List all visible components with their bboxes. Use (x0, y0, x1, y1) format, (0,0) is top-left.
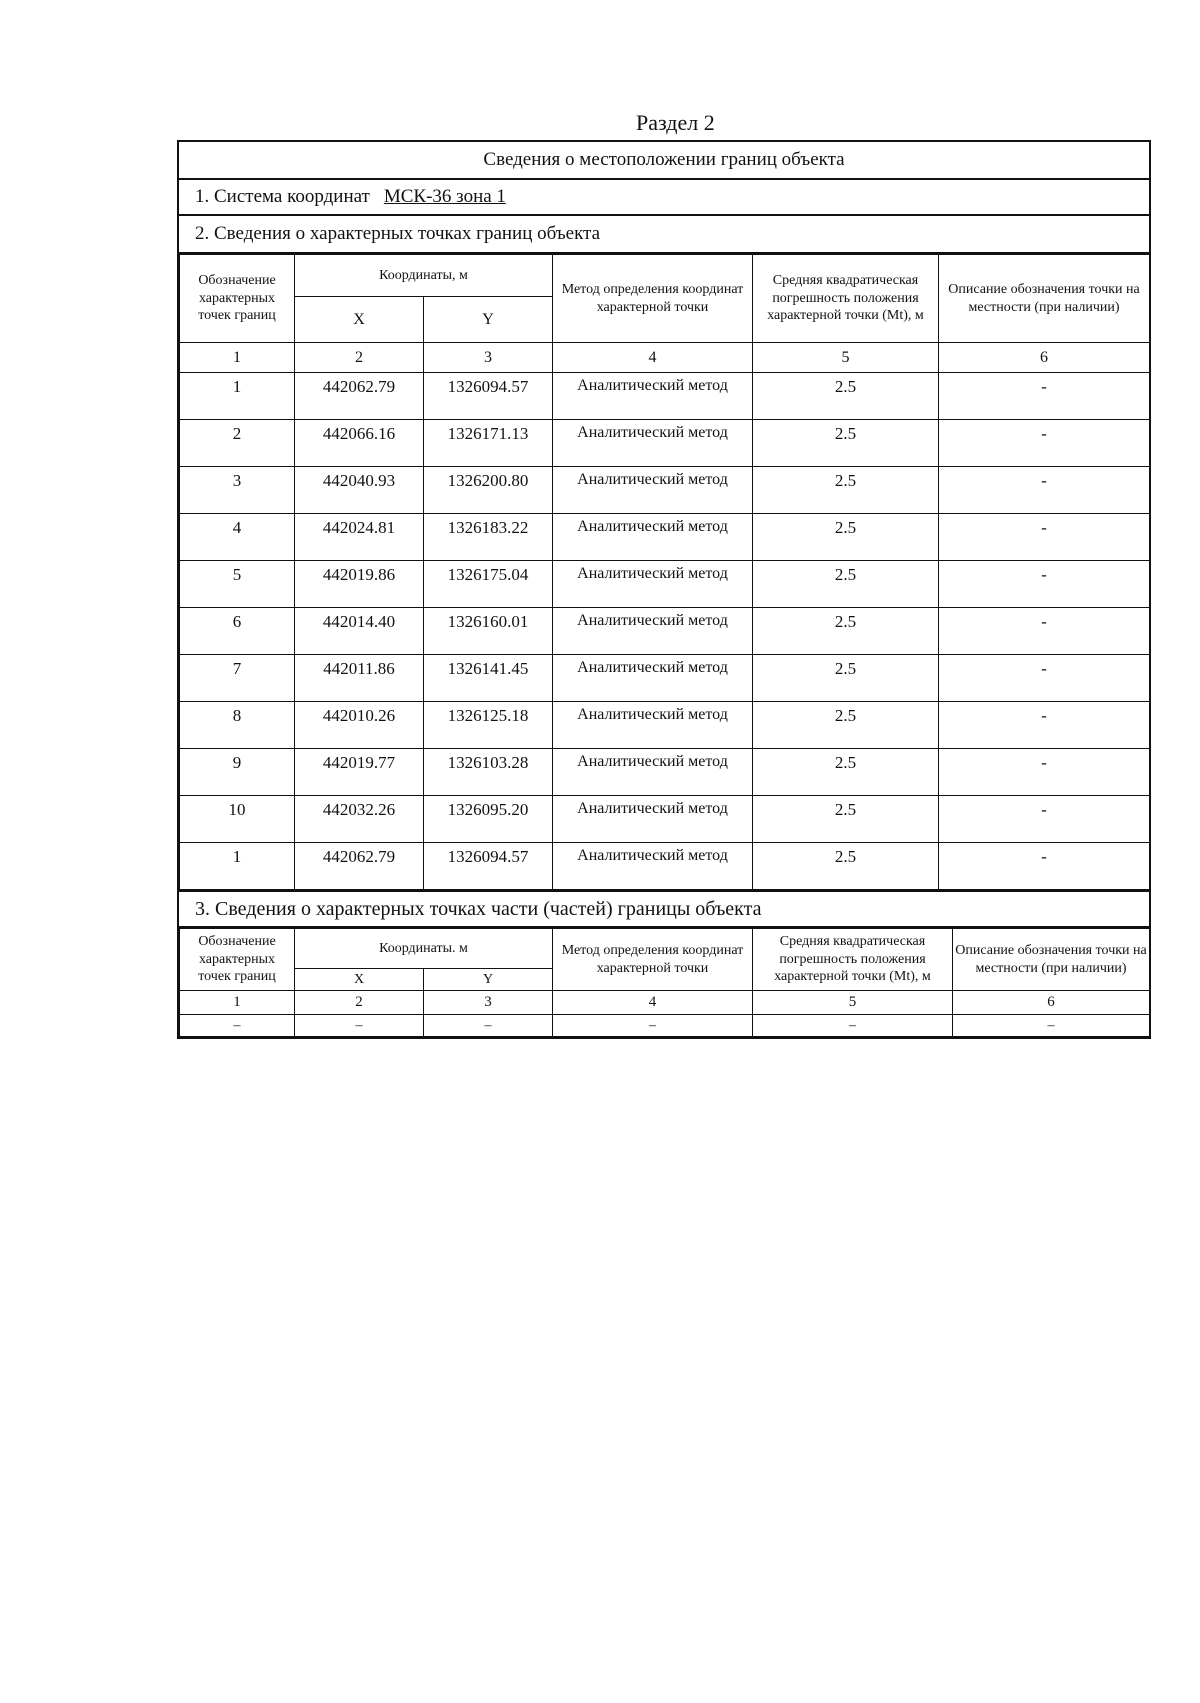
point-number-cell: 7 (180, 655, 295, 702)
desc-cell: - (939, 561, 1150, 608)
point-number-cell: 1 (180, 843, 295, 890)
col-number: 5 (753, 343, 939, 373)
x-coord-cell: 442062.79 (295, 373, 424, 420)
parts-section-title (179, 890, 1149, 928)
point-number-cell: 6 (180, 608, 295, 655)
desc-cell: - (939, 420, 1150, 467)
main-heading (179, 142, 1149, 180)
point-number-cell: 3 (180, 467, 295, 514)
parts-empty-cell: – (424, 1015, 553, 1037)
method-cell: Аналитический метод (553, 608, 753, 655)
col-number: 1 (180, 343, 295, 373)
col-number: 6 (939, 343, 1150, 373)
desc-cell: - (939, 608, 1150, 655)
table-row (180, 655, 1150, 702)
points-section-title-text: 2. Сведения о характерных точках границ объекта (195, 223, 601, 244)
desc-cell: - (939, 702, 1150, 749)
column-number-row (180, 343, 1150, 373)
mt-cell: 2.5 (753, 655, 939, 702)
y-coord-cell: 1326103.28 (424, 749, 553, 796)
col-header-x: X (295, 297, 424, 343)
point-number-cell: 9 (180, 749, 295, 796)
col-header-coords: Координаты, м (295, 255, 553, 297)
parts-empty-cell: – (753, 1015, 953, 1037)
mt-cell: 2.5 (753, 561, 939, 608)
point-number-cell: 8 (180, 702, 295, 749)
y-coord-cell: 1326183.22 (424, 514, 553, 561)
y-coord-cell: 1326094.57 (424, 373, 553, 420)
x-coord-cell: 442011.86 (295, 655, 424, 702)
desc-cell: - (939, 655, 1150, 702)
point-number-cell: 4 (180, 514, 295, 561)
desc-cell: - (939, 843, 1150, 890)
y-coord-cell: 1326175.04 (424, 561, 553, 608)
parts-col-header-x: X (295, 969, 424, 991)
table-row (180, 420, 1150, 467)
method-cell: Аналитический метод (553, 561, 753, 608)
x-coord-cell: 442010.26 (295, 702, 424, 749)
method-cell: Аналитический метод (553, 373, 753, 420)
y-coord-cell: 1326141.45 (424, 655, 553, 702)
mt-cell: 2.5 (753, 514, 939, 561)
parts-column-number-row (180, 991, 1150, 1015)
table-row (180, 561, 1150, 608)
desc-cell: - (939, 749, 1150, 796)
point-number-cell: 2 (180, 420, 295, 467)
desc-cell: - (939, 514, 1150, 561)
mt-cell: 2.5 (753, 843, 939, 890)
col-number: 4 (553, 343, 753, 373)
col-number: 2 (295, 343, 424, 373)
mt-cell: 2.5 (753, 420, 939, 467)
boundary-info-frame (177, 140, 1151, 1039)
table-row (180, 749, 1150, 796)
col-header-desc: Описание обозначения точки на местности (при наличии) (939, 255, 1150, 343)
x-coord-cell: 442062.79 (295, 843, 424, 890)
method-cell: Аналитический метод (553, 749, 753, 796)
parts-section-title-text: 3. Сведения о характерных точках части (частей) границы объекта (195, 897, 762, 920)
y-coord-cell: 1326125.18 (424, 702, 553, 749)
points-table (179, 254, 1150, 890)
method-cell: Аналитический метод (553, 843, 753, 890)
coord-system-value: МСК-36 зона 1 (383, 186, 506, 207)
y-coord-cell: 1326160.01 (424, 608, 553, 655)
x-coord-cell: 442014.40 (295, 608, 424, 655)
coord-system-label: 1. Система координат (195, 186, 370, 207)
parts-col-header-method: Метод определения координат характерной точки (553, 929, 753, 991)
parts-empty-cell: – (295, 1015, 424, 1037)
table-row (180, 843, 1150, 890)
x-coord-cell: 442019.77 (295, 749, 424, 796)
mt-cell: 2.5 (753, 608, 939, 655)
parts-empty-cell: – (953, 1015, 1150, 1037)
parts-col-header-y: Y (424, 969, 553, 991)
y-coord-cell: 1326095.20 (424, 796, 553, 843)
x-coord-cell: 442040.93 (295, 467, 424, 514)
method-cell: Аналитический метод (553, 467, 753, 514)
y-coord-cell: 1326171.13 (424, 420, 553, 467)
mt-cell: 2.5 (753, 467, 939, 514)
desc-cell: - (939, 796, 1150, 843)
parts-col-number: 4 (553, 991, 753, 1015)
mt-cell: 2.5 (753, 373, 939, 420)
mt-cell: 2.5 (753, 796, 939, 843)
col-header-point: Обозначение характерных точек границ (180, 255, 295, 343)
x-coord-cell: 442024.81 (295, 514, 424, 561)
parts-table (179, 928, 1150, 1037)
desc-cell: - (939, 373, 1150, 420)
x-coord-cell: 442066.16 (295, 420, 424, 467)
col-number: 3 (424, 343, 553, 373)
point-number-cell: 1 (180, 373, 295, 420)
y-coord-cell: 1326200.80 (424, 467, 553, 514)
col-header-y: Y (424, 297, 553, 343)
points-section-title (179, 216, 1149, 254)
parts-col-number: 5 (753, 991, 953, 1015)
desc-cell: - (939, 467, 1150, 514)
parts-col-number: 3 (424, 991, 553, 1015)
method-cell: Аналитический метод (553, 702, 753, 749)
point-number-cell: 5 (180, 561, 295, 608)
method-cell: Аналитический метод (553, 420, 753, 467)
method-cell: Аналитический метод (553, 796, 753, 843)
parts-col-number: 2 (295, 991, 424, 1015)
parts-empty-row (180, 1015, 1150, 1037)
col-header-error: Средняя квадратическая погрешность положения характерной точки (Mt), м (753, 255, 939, 343)
parts-empty-cell: – (180, 1015, 295, 1037)
parts-col-number: 6 (953, 991, 1150, 1015)
parts-col-header-coords: Координаты. м (295, 929, 553, 969)
method-cell: Аналитический метод (553, 655, 753, 702)
main-heading-text: Сведения о местоположении границ объекта (483, 149, 845, 170)
col-header-method: Метод определения координат характерной точки (553, 255, 753, 343)
mt-cell: 2.5 (753, 702, 939, 749)
table-row (180, 796, 1150, 843)
table-row (180, 608, 1150, 655)
section-title: Раздел 2 (636, 110, 715, 135)
table-row (180, 373, 1150, 420)
method-cell: Аналитический метод (553, 514, 753, 561)
parts-col-header-error: Средняя квадратическая погрешность положения характерной точки (Mt), м (753, 929, 953, 991)
parts-empty-cell: – (553, 1015, 753, 1037)
parts-col-header-point: Обозначение характерных точек границ (180, 929, 295, 991)
coord-system-line (179, 180, 1149, 216)
point-number-cell: 10 (180, 796, 295, 843)
table-row (180, 702, 1150, 749)
parts-col-number: 1 (180, 991, 295, 1015)
table-row (180, 514, 1150, 561)
x-coord-cell: 442032.26 (295, 796, 424, 843)
x-coord-cell: 442019.86 (295, 561, 424, 608)
y-coord-cell: 1326094.57 (424, 843, 553, 890)
mt-cell: 2.5 (753, 749, 939, 796)
parts-col-header-desc: Описание обозначения точки на местности (при наличии) (953, 929, 1150, 991)
table-row (180, 467, 1150, 514)
